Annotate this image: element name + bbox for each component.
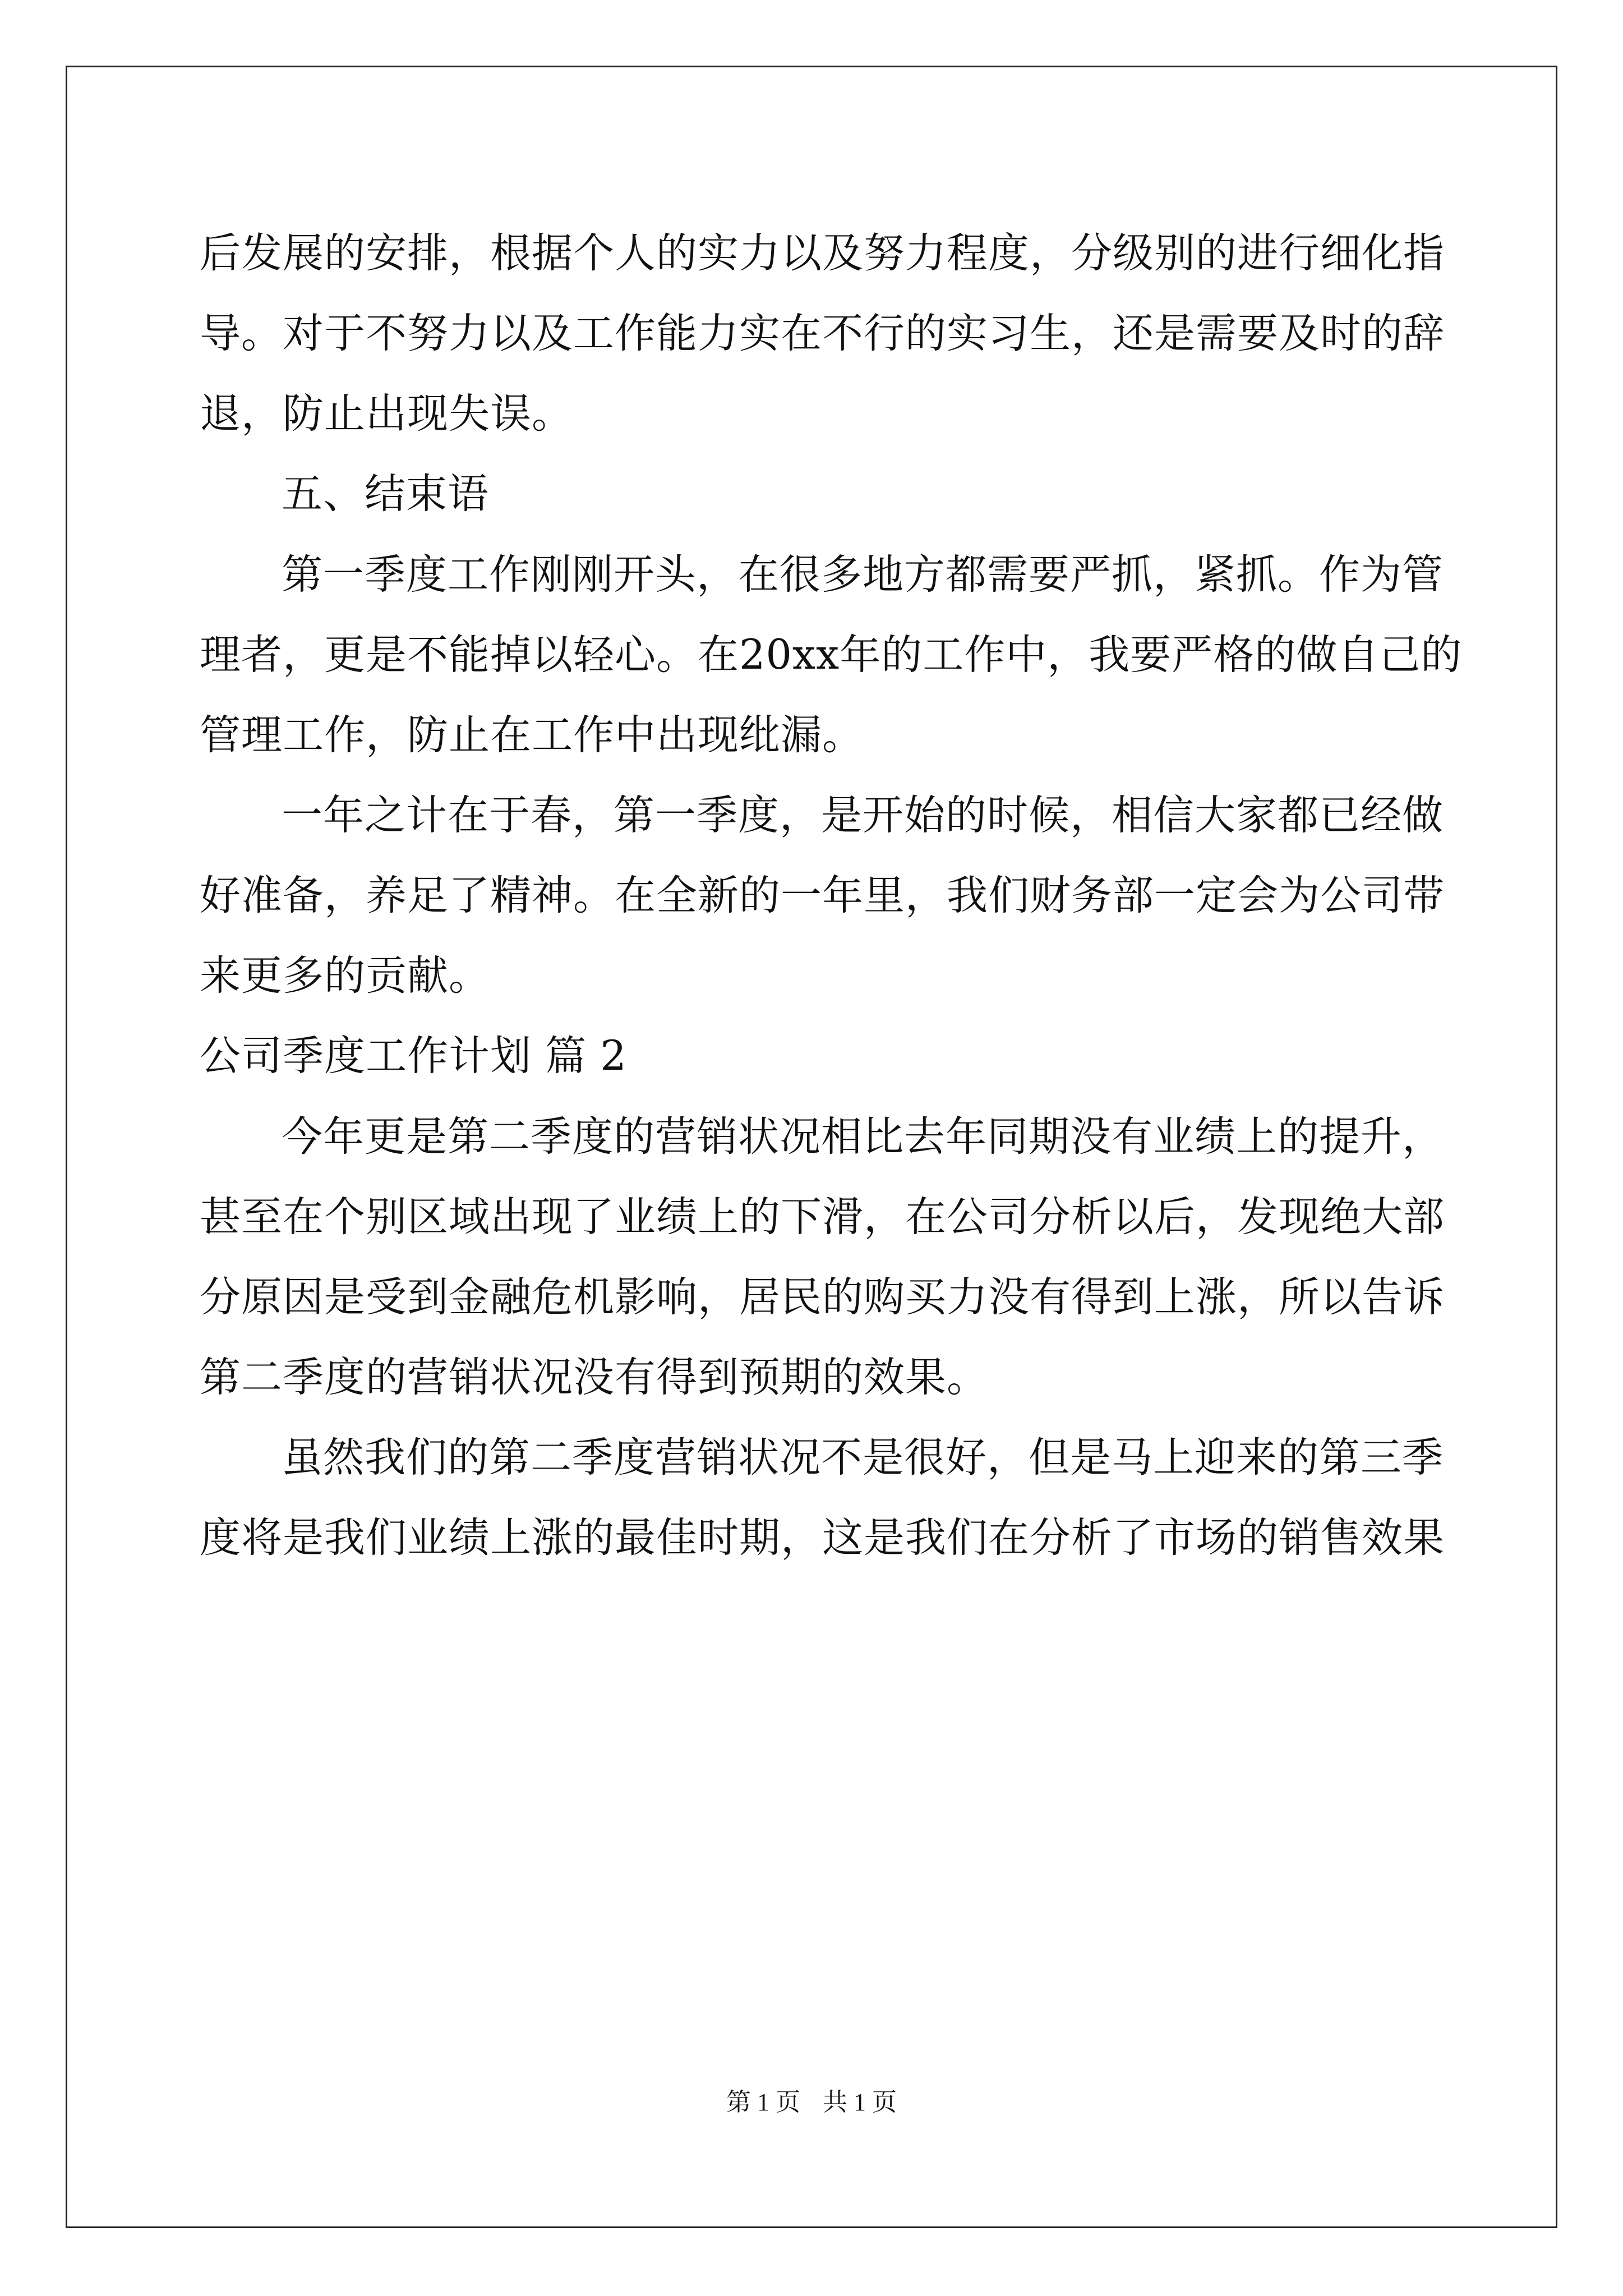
body-line: 度将是我们业绩上涨的最佳时期，这是我们在分析了市场的销售效果 bbox=[200, 1514, 1445, 1562]
body-line: 管理工作，防止在工作中出现纰漏。 bbox=[200, 711, 864, 759]
article-title: 公司季度工作计划 篇 2 bbox=[200, 1032, 627, 1080]
body-line: 第二季度的营销状况没有得到预期的效果。 bbox=[200, 1354, 988, 1401]
paragraph-first-line: 今年更是第二季度的营销状况相比去年同期没有业绩上的提升， bbox=[282, 1113, 1444, 1161]
page-footer bbox=[0, 2086, 1623, 2119]
body-line: 导。对于不努力以及工作能力实在不行的实习生，还是需要及时的辞 bbox=[200, 310, 1445, 357]
body-line: 分原因是受到金融危机影响，居民的购买力没有得到上涨，所以告诉 bbox=[200, 1273, 1445, 1321]
paragraph-first-line: 一年之计在于春，第一季度，是开始的时候，相信大家都已经做 bbox=[282, 792, 1444, 839]
paragraph-first-line: 第一季度工作刚刚开头，在很多地方都需要严抓，紧抓。作为管 bbox=[282, 551, 1444, 599]
paragraph-first-line: 虽然我们的第二季度营销状况不是很好，但是马上迎来的第三季 bbox=[282, 1434, 1444, 1481]
body-line: 后发展的安排，根据个人的实力以及努力程度，分级别的进行细化指 bbox=[200, 229, 1445, 277]
body-line: 好准备，养足了精神。在全新的一年里，我们财务部一定会为公司带 bbox=[200, 872, 1445, 919]
body-line: 来更多的贡献。 bbox=[200, 952, 490, 1000]
total-pages-label: 共 1 页 bbox=[823, 2088, 897, 2116]
current-page-label: 第 1 页 bbox=[726, 2088, 800, 2116]
body-line: 理者，更是不能掉以轻心。在20xx年的工作中，我要严格的做自己的 bbox=[200, 631, 1463, 679]
section-heading: 五、结束语 bbox=[282, 470, 489, 518]
body-line: 退，防止出现失误。 bbox=[200, 390, 573, 438]
body-line: 甚至在个别区域出现了业绩上的下滑，在公司分析以后，发现绝大部 bbox=[200, 1193, 1445, 1241]
